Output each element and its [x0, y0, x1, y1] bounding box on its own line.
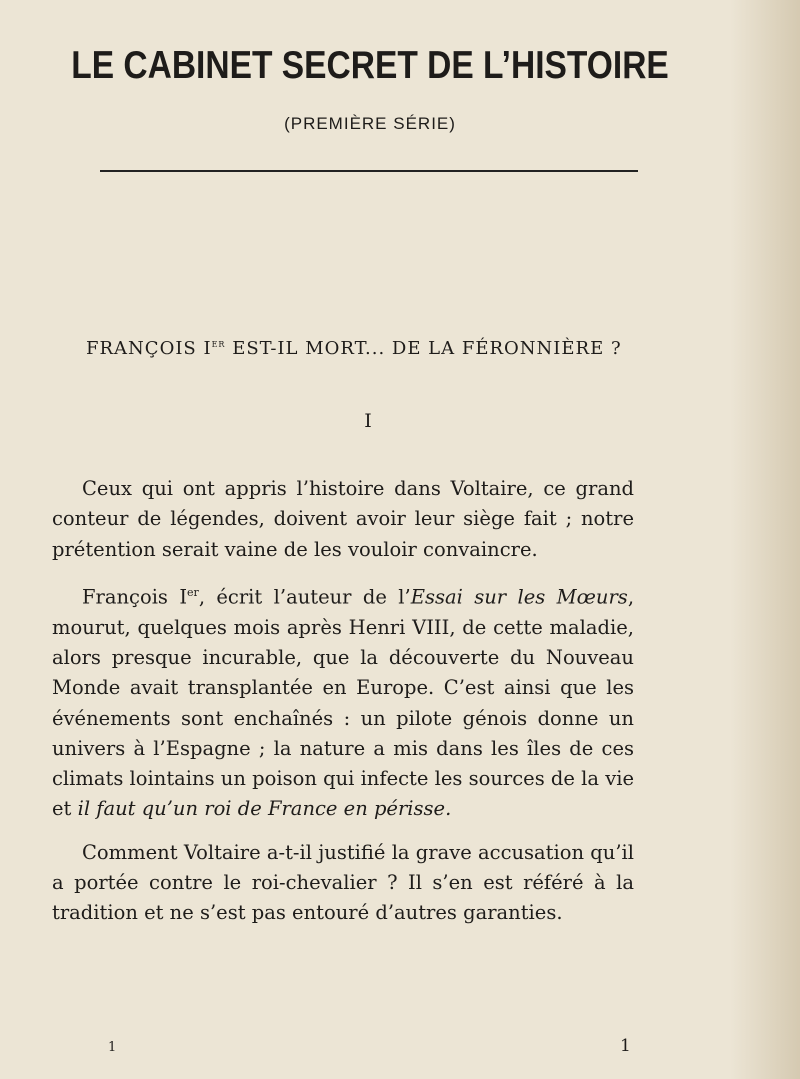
- paragraph-2-part: François I: [82, 585, 188, 609]
- section-number: I: [364, 410, 372, 432]
- paragraph-2: [52, 578, 634, 825]
- page-number: 1: [620, 1036, 631, 1056]
- signature-mark: 1: [108, 1040, 117, 1055]
- page-edge-shadow: [730, 0, 800, 1079]
- paragraph-2-ordinal: er: [187, 585, 199, 599]
- title-rule: [100, 170, 638, 172]
- series-subtitle: (PREMIÈRE SÉRIE): [284, 114, 456, 133]
- chapter-heading-start: FRANÇOIS I: [86, 338, 212, 359]
- chapter-heading-end: EST-IL MORT... DE LA FÉRONNIÈRE ?: [225, 338, 622, 359]
- book-title-italic: Essai sur les Mœurs: [410, 585, 628, 609]
- paragraph-2-part: , écrit l’auteur de l’: [198, 585, 411, 609]
- book-title: LE CABINET SECRET DE L’HISTOIRE: [71, 44, 669, 87]
- paragraph-3: Comment Voltaire a-t-il justifié la grave accusation qu’il a portée contre le roi-chevalier ? Il s’en est référé à la tradition et ne s’est pas entouré d’autres garanties.: [52, 840, 634, 925]
- chapter-heading: [86, 337, 686, 359]
- paragraph-2-part: , mourut, quelques mois après Henri VIII, de cette maladie, alors presque incurable, que la découverte du Nouveau Monde avait transplantée en Europe. C’est ainsi que les événements sont enchaînés : un pilote génois donne un univers à l’Espagne ; la nature a mis dans les îles de ces climats lointains un poison qui infecte les sources de la vie et: [52, 585, 635, 821]
- quote-italic: il faut qu’un roi de France en périsse.: [77, 797, 452, 821]
- body-text: [52, 474, 634, 929]
- chapter-heading-ordinal: er: [211, 337, 226, 350]
- paragraph-1: Ceux qui ont appris l’histoire dans Voltaire, ce grand conteur de légendes, doivent avoir leur siège fait ; notre prétention serait vaine de les vouloir convaincre.: [52, 477, 634, 561]
